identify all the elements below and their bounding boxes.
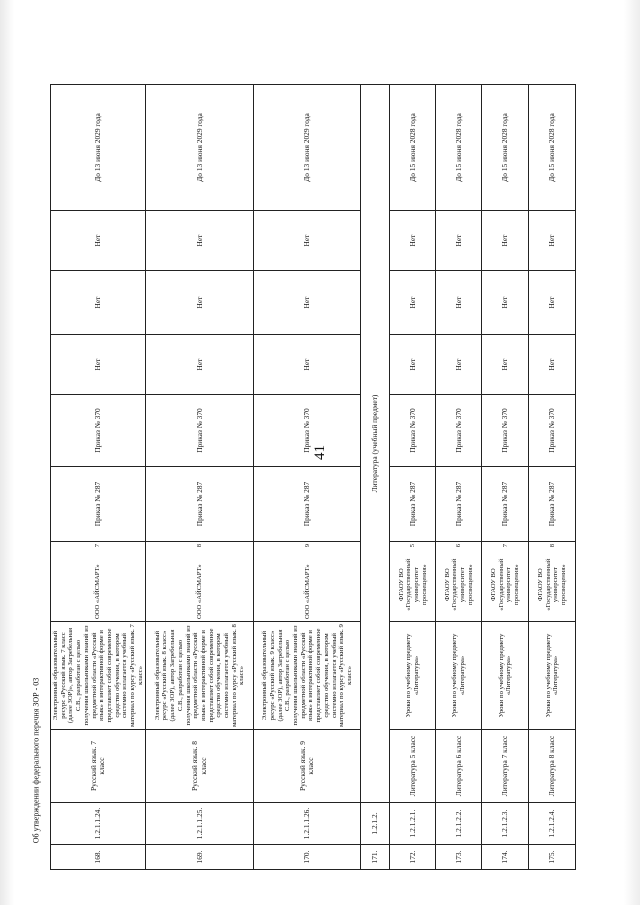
resource-name: Литература 5 класс <box>390 730 436 803</box>
order-2: Приказ № 370 <box>529 395 576 467</box>
organization-cell <box>254 542 361 622</box>
order-2: Приказ № 370 <box>436 395 482 467</box>
row-number: 169. <box>146 845 254 870</box>
row-code: 1.2.1.2. <box>361 803 390 845</box>
row-code: 1.2.1.2.2. <box>436 803 482 845</box>
organization-index: 6 <box>455 544 463 548</box>
flag-3: Нет <box>254 211 361 271</box>
deadline: До 15 июня 2028 года <box>482 85 529 211</box>
organization-name: ФГАОУ ВО «Государственный университет просвещения» <box>397 558 428 611</box>
deadline: До 15 июня 2028 года <box>390 85 436 211</box>
flag-1: Нет <box>482 335 529 395</box>
resource-description: Уроки по учебному предмету «Литература» <box>482 622 529 730</box>
row-code: 1.2.1.2.4. <box>529 803 576 845</box>
deadline: До 15 июня 2028 года <box>436 85 482 211</box>
flag-1: Нет <box>436 335 482 395</box>
resource-name: Русский язык. 8 класс <box>146 730 254 803</box>
organization-name: ФГАОУ ВО «Государственный университет просвещения» <box>443 558 474 611</box>
order-1: Приказ № 287 <box>390 467 436 542</box>
order-1: Приказ № 287 <box>51 467 146 542</box>
organization-cell <box>482 542 529 622</box>
table-row <box>254 85 361 870</box>
resource-description: Уроки по учебному предмету «Литература» <box>390 622 436 730</box>
row-number: 170. <box>254 845 361 870</box>
flag-1: Нет <box>254 335 361 395</box>
flag-2: Нет <box>436 271 482 335</box>
row-number: 171. <box>361 845 390 870</box>
flag-2: Нет <box>51 271 146 335</box>
organization-index: 9 <box>303 544 311 548</box>
order-2: Приказ № 370 <box>51 395 146 467</box>
flag-3: Нет <box>146 211 254 271</box>
organization-name: ООО «АЙСМАРТ» <box>303 564 311 619</box>
order-1: Приказ № 287 <box>436 467 482 542</box>
flag-3: Нет <box>51 211 146 271</box>
section-title: Литература (учебный предмет) <box>361 85 390 803</box>
organization-name: ООО «АЙСМАРТ» <box>196 564 204 619</box>
organization-cell <box>51 542 146 622</box>
order-1: Приказ № 287 <box>254 467 361 542</box>
order-2: Приказ № 370 <box>254 395 361 467</box>
organization-index: 7 <box>501 544 509 548</box>
table-row <box>146 85 254 870</box>
flag-3: Нет <box>482 211 529 271</box>
resource-name: Литература 7 класс <box>482 730 529 803</box>
row-number: 175. <box>529 845 576 870</box>
flag-2: Нет <box>529 271 576 335</box>
organization-name: ФГАОУ ВО «Государственный университет просвещения» <box>537 558 568 611</box>
organization-index: 7 <box>94 544 102 548</box>
order-1: Приказ № 287 <box>529 467 576 542</box>
flag-1: Нет <box>51 335 146 395</box>
resource-name: Русский язык. 7 класс <box>51 730 146 803</box>
resource-name: Русский язык. 9 класс <box>254 730 361 803</box>
resource-description: Электронный образовательный ресурс «Русский язык. 8 класс» (далее ЗОР), автор Загребельная С.В., разработан с целью получения школьниками знаний из предметной области «Русский язык» в интерактивной форме и представляет собой современное средство обучения, в котором системно излагается учебный материал по курсу «Русский язык. 8 класс» <box>146 622 254 730</box>
rotated-table-frame <box>50 85 575 870</box>
flag-2: Нет <box>254 271 361 335</box>
table-row <box>436 85 482 870</box>
order-2: Приказ № 370 <box>146 395 254 467</box>
organization-name: ООО «АЙСМАРТ» <box>94 564 102 619</box>
organization-index: 8 <box>548 544 556 548</box>
table-row <box>390 85 436 870</box>
resource-description: Уроки по учебному предмету «Литература» <box>436 622 482 730</box>
resource-name: Литература 8 класс <box>529 730 576 803</box>
flag-1: Нет <box>390 335 436 395</box>
table-row <box>529 85 576 870</box>
section-row <box>361 85 390 870</box>
organization-cell <box>390 542 436 622</box>
flag-1: Нет <box>146 335 254 395</box>
deadline: До 13 июня 2029 года <box>146 85 254 211</box>
resource-description: Электронный образовательный ресурс «Русский язык. 7 класс (далее ЗОР)», автор Загребельная С.В., разработан с целью получения школьниками знаний из предметной области «Русский язык» в интерактивной форме и представляет собой современное средство обучения, в котором системно излагается учебный материал по курсу «Русский язык. 7 класс» <box>51 622 146 730</box>
flag-2: Нет <box>482 271 529 335</box>
resource-name: Литература 6 класс <box>436 730 482 803</box>
organization-index: 8 <box>196 544 204 548</box>
page-number: 41 <box>311 444 328 460</box>
flag-1: Нет <box>529 335 576 395</box>
row-code: 1.2.1.1.25. <box>146 803 254 845</box>
table-row <box>482 85 529 870</box>
organization-name: ФГАОУ ВО «Государственный университет просвещения» <box>490 558 521 611</box>
row-code: 1.2.1.2.3. <box>482 803 529 845</box>
row-number: 173. <box>436 845 482 870</box>
flag-3: Нет <box>529 211 576 271</box>
footer-note-wrap <box>28 660 44 860</box>
footer-note: Об утверждении федерального перечня ЗОР - 03 <box>31 677 41 843</box>
zor-table <box>50 84 576 870</box>
organization-cell <box>146 542 254 622</box>
flag-3: Нет <box>436 211 482 271</box>
row-number: 172. <box>390 845 436 870</box>
row-code: 1.2.1.1.24. <box>51 803 146 845</box>
organization-cell <box>529 542 576 622</box>
row-number: 174. <box>482 845 529 870</box>
order-2: Приказ № 370 <box>390 395 436 467</box>
row-number: 168. <box>51 845 146 870</box>
resource-description: Электронный образовательный ресурс «Русский язык. 9 класс» (далее ЗОР), автор Загребельная С.В., разработан с целью получения школьниками знаний из предметной области «Русский язык» в интерактивной форме и представляет собой современное средство обучения, в котором системно излагается учебный материал по курсу «Русский язык. 9 класс» <box>254 622 361 730</box>
row-code: 1.2.1.1.26. <box>254 803 361 845</box>
flag-3: Нет <box>390 211 436 271</box>
organization-cell <box>436 542 482 622</box>
order-2: Приказ № 370 <box>482 395 529 467</box>
order-1: Приказ № 287 <box>146 467 254 542</box>
row-code: 1.2.1.2.1. <box>390 803 436 845</box>
organization-index: 5 <box>409 544 417 548</box>
deadline: До 13 июня 2029 года <box>51 85 146 211</box>
flag-2: Нет <box>146 271 254 335</box>
resource-description: Уроки по учебному предмету «Литература» <box>529 622 576 730</box>
order-1: Приказ № 287 <box>482 467 529 542</box>
flag-2: Нет <box>390 271 436 335</box>
deadline: До 15 июня 2028 года <box>529 85 576 211</box>
deadline: До 13 июня 2029 года <box>254 85 361 211</box>
table-row <box>51 85 146 870</box>
